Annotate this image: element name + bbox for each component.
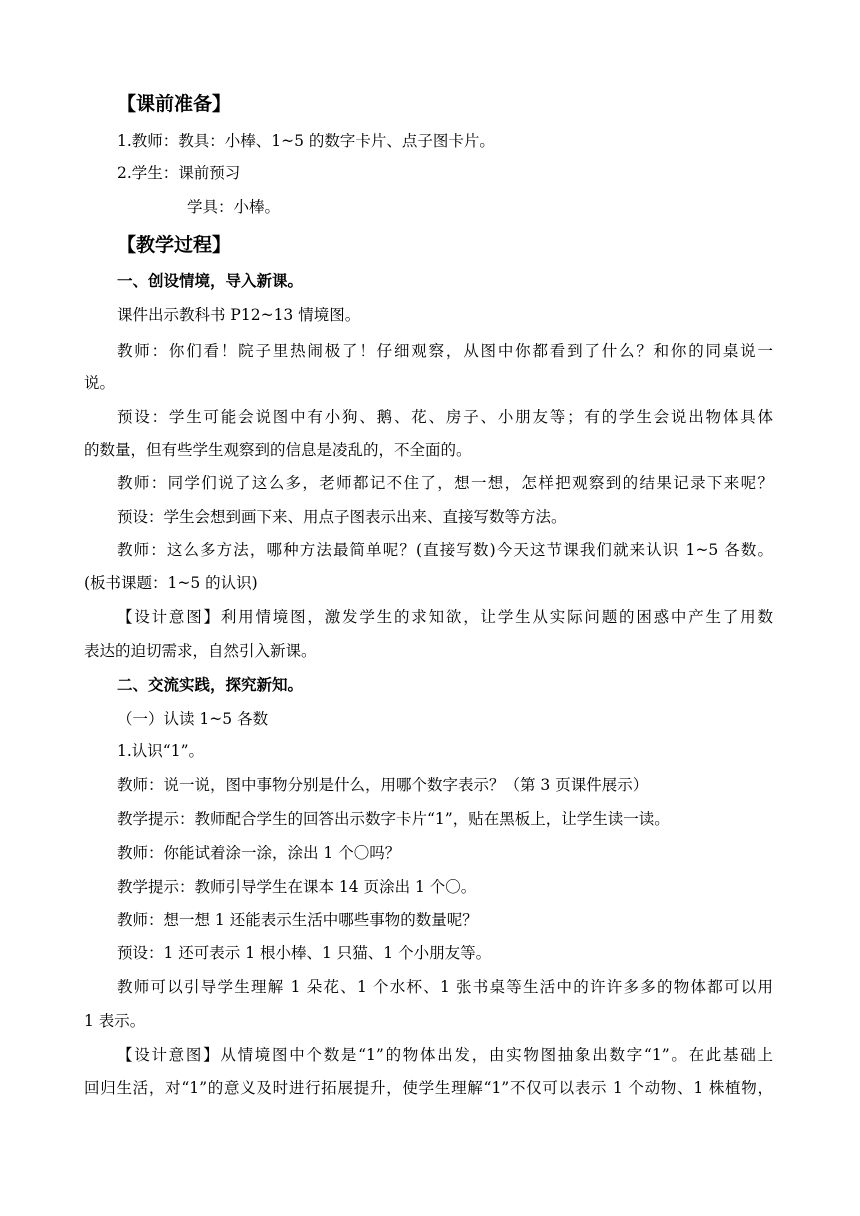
section1-title: 一、创设情境，导入新课。 <box>117 272 304 290</box>
section1-line: 预设：学生会想到画下来、用点子图表示出来、直接写数等方法。 <box>117 508 567 526</box>
section1-line: 课件出示教科书 P12~13 情境图。 <box>117 306 361 324</box>
section1-line: 教师：同学们说了这么多，老师都记不住了，想一想，怎样把观察到的结果记录下来呢？ <box>117 474 773 492</box>
section2-line: 教师可以引导学生理解 1 朵花、1 个水杯、1 张书桌等生活中的许许多多的物体都可以用 <box>117 978 773 996</box>
section1-line: 的数量，但有些学生观察到的信息是凌乱的，不全面的。 <box>84 441 472 459</box>
section1-line: (板书课题：1~5 的认识) <box>84 574 258 592</box>
section2-line: 教师：你能试着涂一涂，涂出 1 个〇吗？ <box>117 844 401 862</box>
section2-line: 1.认识“1”。 <box>117 742 204 760</box>
design-intent-1: 【设计意图】利用情境图，激发学生的求知欲，让学生从实际问题的困惑中产生了用数 <box>117 608 773 626</box>
section2-line: 教师：说一说，图中事物分别是什么，用哪个数字表示？（第 3 页课件展示） <box>117 776 649 794</box>
section1-line: 教师：你们看！院子里热闹极了！仔细观察，从图中你都看到了什么？和你的同桌说一 <box>117 342 773 360</box>
section2-line: 1 表示。 <box>84 1012 146 1030</box>
section1-line: 预设：学生可能会说图中有小狗、鹅、花、房子、小朋友等；有的学生会说出物体具体 <box>117 408 773 426</box>
section2-line: （一）认读 1~5 各数 <box>117 710 269 728</box>
prep-heading: 【课前准备】 <box>117 93 232 115</box>
section1-line: 说。 <box>84 374 116 392</box>
prep-student-tool-line: 学具：小棒。 <box>187 198 281 216</box>
section2-line: 预设：1 还可表示 1 根小棒、1 只猫、1 个小朋友等。 <box>117 944 492 962</box>
process-heading: 【教学过程】 <box>117 234 232 256</box>
prep-teacher-line: 1.教师：教具：小棒、1~5 的数字卡片、点子图卡片。 <box>117 132 495 150</box>
design-intent-1-cont: 表达的迫切需求，自然引入新课。 <box>84 642 317 660</box>
prep-student-line: 2.学生：课前预习 <box>117 164 241 182</box>
section2-line: 教学提示：教师配合学生的回答出示数字卡片“1”，贴在黑板上，让学生读一读。 <box>117 810 670 828</box>
design-intent-2: 【设计意图】从情境图中个数是“1”的物体出发，由实物图抽象出数字“1”。在此基础上 <box>117 1046 773 1064</box>
design-intent-2-cont: 回归生活，对“1”的意义及时进行拓展提升，使学生理解“1”不仅可以表示 1 个动物、1 株植物， <box>84 1079 773 1097</box>
section2-line: 教师：想一想 1 还能表示生活中哪些事物的数量呢？ <box>117 911 478 929</box>
section2-line: 教学提示：教师引导学生在课本 14 页涂出 1 个〇。 <box>117 878 477 896</box>
section2-title: 二、交流实践，探究新知。 <box>117 676 304 694</box>
section1-line: 教师：这么多方法，哪种方法最简单呢？(直接写数)今天这节课我们就来认识 1~5 各数。 <box>117 541 773 559</box>
